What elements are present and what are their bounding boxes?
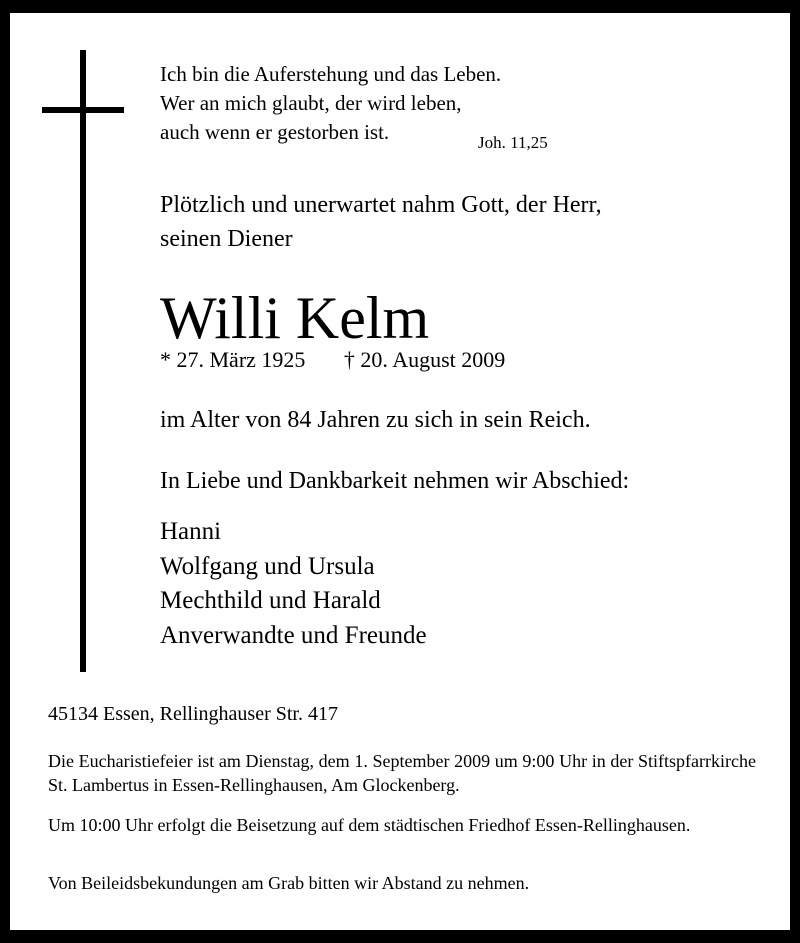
deceased-name: Willi Kelm [160, 285, 430, 351]
birth-date: * 27. März 1925 [160, 347, 306, 372]
verse-line: auch wenn er gestorben ist. [160, 120, 390, 144]
intro-line: Plötzlich und unerwartet nahm Gott, der Herr, [160, 192, 602, 218]
verse-line: Ich bin die Auferstehung und das Leben. [160, 62, 502, 86]
intro-text [160, 188, 602, 256]
verse-reference: Joh. 11,25 [478, 133, 548, 152]
bible-verse [160, 60, 501, 147]
farewell-text: In Liebe und Dankbarkeit nehmen wir Abschied: [160, 468, 630, 494]
mourner: Mechthild und Harald [160, 587, 381, 614]
notice-condolences: Von Beileidsbekundungen am Grab bitten wir Abstand zu nehmen. [48, 873, 530, 893]
cross-icon [80, 50, 86, 672]
obituary-notice [10, 13, 790, 930]
mourner: Hanni [160, 518, 222, 545]
death-date: † 20. August 2009 [343, 347, 506, 372]
notice-eucharist: Die Eucharistiefeier ist am Dienstag, dem 1. September 2009 um 9:00 Uhr in der Stiftspfarrkirche St. Lambertus in Essen-Rellinghausen, Am Glockenberg. [48, 751, 756, 795]
verse-line: Wer an mich glaubt, der wird leben, [160, 91, 462, 115]
mourners-list [160, 515, 427, 653]
mourner: Anverwandte und Freunde [160, 621, 427, 649]
intro-line: seinen Diener [160, 226, 293, 252]
notice-burial: Um 10:00 Uhr erfolgt die Beisetzung auf dem städtischen Friedhof Essen-Rellinghausen. [48, 815, 691, 835]
age-text: im Alter von 84 Jahren zu sich in sein Reich. [160, 407, 591, 433]
cross-icon-crossbar [42, 107, 124, 113]
address: 45134 Essen, Rellinghauser Str. 417 [48, 703, 338, 725]
life-dates [160, 346, 505, 374]
mourner: Wolfgang und Ursula [160, 552, 375, 580]
